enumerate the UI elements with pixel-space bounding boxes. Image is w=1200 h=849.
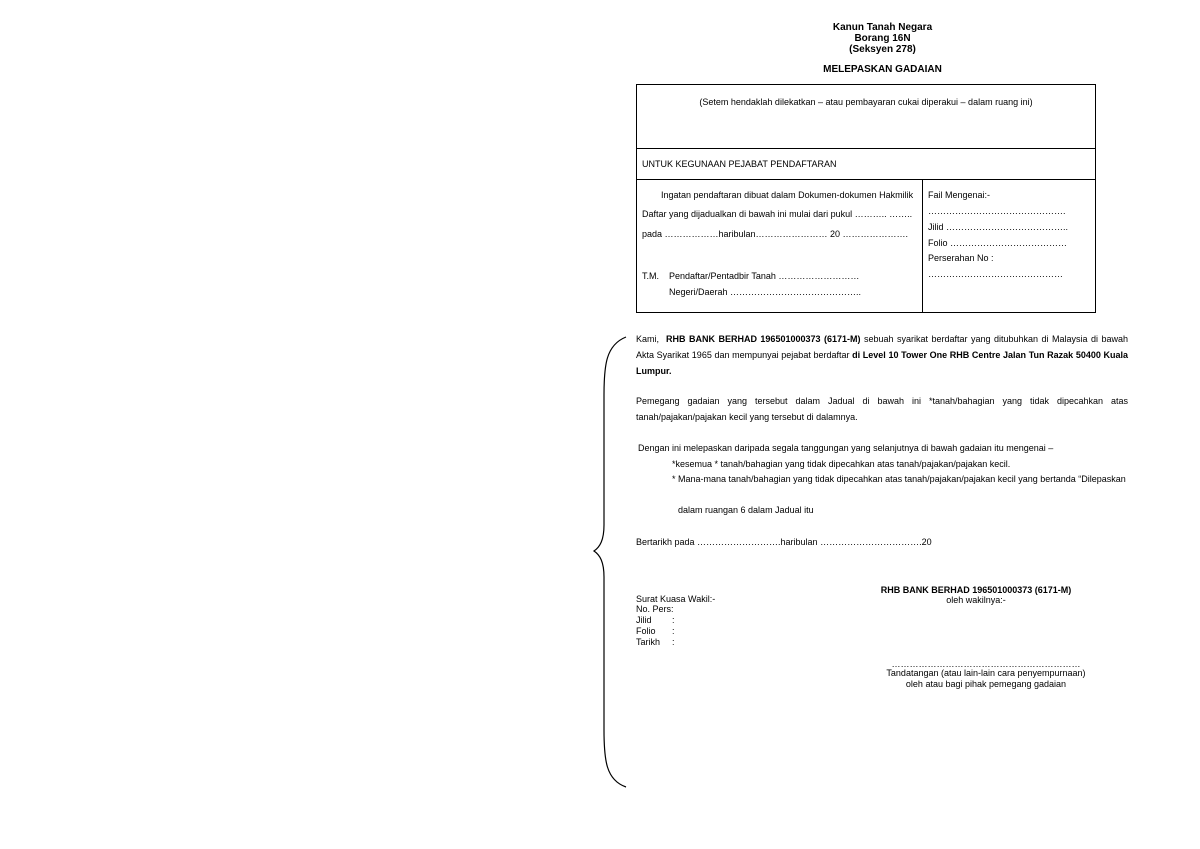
form-title: MELEPASKAN GADAIAN (823, 64, 942, 75)
paragraph-holder: Pemegang gadaian yang tersebut dalam Jadual di bawah ini *tanah/bahagian yang tidak dipecahkan atas tanah/pajakan/pajakan kecil yang tersebut di dalamnya. (636, 396, 1128, 422)
poa-colon: : (672, 615, 675, 625)
poa-no-pers: No. Pers: (636, 604, 674, 614)
registration-time-line: Daftar yang dijadualkan di bawah ini mulai dari pukul ……….. …….. (642, 209, 913, 219)
tm-label: T.M. (642, 271, 659, 281)
section-ref: (Seksyen 278) (849, 44, 916, 55)
curly-brace (590, 335, 630, 790)
paragraph-release: Dengan ini melepaskan daripada segala tanggungan yang selanjutnya di bawah gadaian itu mengenai – (638, 443, 1054, 453)
signature-caption-2: oleh atau bagi pihak pemegang gadaian (905, 679, 1067, 689)
registered-address: di Level 10 Tower One RHB Centre Jalan Tun Razak 50400 Kuala Lumpur. (636, 350, 1128, 376)
signature-caption-1: Tandatangan (atau lain-lain cara penyempurnaan) (886, 668, 1086, 678)
poa-jilid: Jilid (636, 615, 652, 625)
poa-folio: Folio (636, 626, 656, 636)
act-title: Kanun Tanah Negara (832, 22, 933, 33)
file-dots: ………………………………………. (928, 206, 1066, 216)
poa-tarikh: Tarikh (636, 637, 661, 647)
signature-agent: oleh wakilnya:- (946, 595, 1006, 605)
option-column: dalam ruangan 6 dalam Jadual itu (678, 505, 814, 515)
company-description: sebuah syarikat berdaftar yang ditubuhkan di Malaysia di bawah Akta Syarikat 1965 dan mempunyai pejabat berdaftar (636, 334, 1128, 360)
volume-line: Jilid ………………………………….. (928, 222, 1069, 232)
form-number: Borang 16N (854, 33, 911, 44)
bank-name: RHB BANK BERHAD 196501000373 (6171-M) (665, 334, 861, 344)
registration-memo-line: Ingatan pendaftaran dibuat dalam Dokumen-dokumen Hakmilik (661, 190, 914, 200)
kami-text: Kami, (636, 334, 660, 344)
state-district-line: Negeri/Daerah …………………………………….. (669, 287, 862, 297)
registration-date-line: pada ………………haribulan…………………… 20 …………………. (642, 229, 909, 239)
divider (922, 179, 923, 313)
poa-title: Surat Kuasa Wakil:- (636, 594, 716, 604)
divider (636, 148, 1096, 149)
registrar-line: Pendaftar/Pentadbir Tanah ……………………… (669, 271, 860, 281)
presentation-no-dots: ……………………………………… (928, 269, 1063, 279)
dated-line: Bertarikh pada ……………………….haribulan …………………………….20 (636, 537, 932, 547)
paragraph-mortgagee (636, 331, 1128, 379)
signature-dots: ……………………………………………………… (891, 659, 1081, 669)
option-all: *kesemua * tanah/bahagian yang tidak dipecahkan atas tanah/pajakan/pajakan kecil. (672, 459, 1011, 469)
divider (636, 179, 1096, 180)
file-label: Fail Mengenai:- (928, 190, 991, 200)
presentation-no-label: Perserahan No : (928, 253, 994, 263)
office-use-heading: UNTUK KEGUNAAN PEJABAT PENDAFTARAN (642, 159, 837, 169)
stamp-note: (Setem hendaklah dilekatkan – atau pembayaran cukai diperakui – dalam ruang ini) (699, 97, 1033, 107)
signature-bank: RHB BANK BERHAD 196501000373 (6171-M) (880, 585, 1072, 595)
option-partial: * Mana-mana tanah/bahagian yang tidak dipecahkan atas tanah/pajakan/pajakan kecil yang bertanda “Dilepaskan (672, 474, 1126, 484)
poa-colon: : (672, 637, 675, 647)
poa-colon: : (672, 626, 675, 636)
folio-line: Folio ………………………………… (928, 238, 1068, 248)
